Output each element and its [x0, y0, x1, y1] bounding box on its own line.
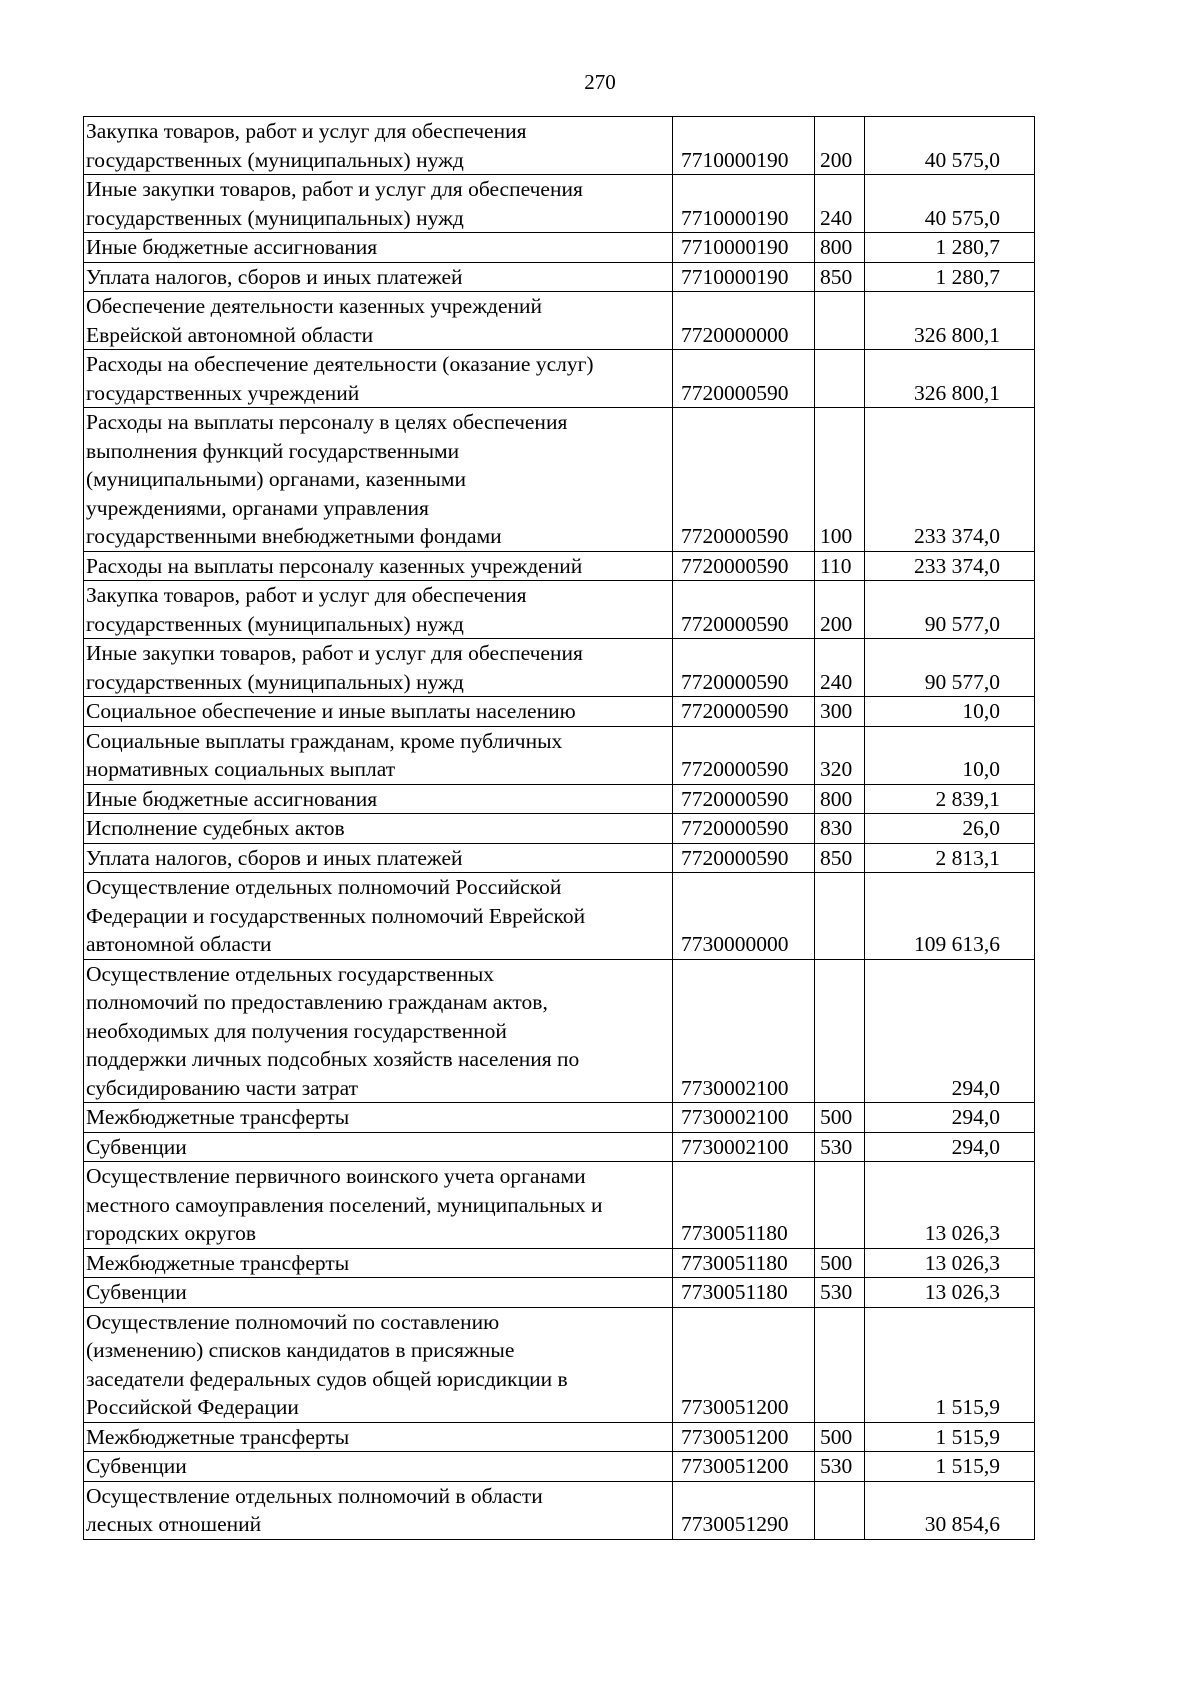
row-code-cell: 7730051180	[673, 1278, 815, 1308]
row-type-cell	[815, 873, 865, 960]
page-number: 270	[584, 70, 616, 94]
row-amount-cell: 1 280,7	[865, 233, 1035, 263]
row-amount-cell: 1 280,7	[865, 262, 1035, 292]
row-code-cell: 7710000190	[673, 262, 815, 292]
row-name-cell: Уплата налогов, сборов и иных платежей	[84, 262, 673, 292]
row-name-cell: Расходы на обеспечение деятельности (оказание услуг) государственных учреждений	[84, 350, 673, 408]
row-code-cell: 7720000590	[673, 784, 815, 814]
row-name-cell: Межбюджетные трансферты	[84, 1248, 673, 1278]
table-row	[84, 581, 1035, 639]
row-code-cell: 7720000590	[673, 408, 815, 552]
table-row	[84, 726, 1035, 784]
table-row	[84, 1162, 1035, 1249]
table-row	[84, 551, 1035, 581]
table-row	[84, 408, 1035, 552]
row-name-cell: Субвенции	[84, 1278, 673, 1308]
row-type-cell: 500	[815, 1248, 865, 1278]
row-name-cell: Осуществление отдельных полномочий Российской Федерации и государственных полномочий Еврейской автономной области	[84, 873, 673, 960]
row-type-cell: 530	[815, 1452, 865, 1482]
row-type-cell	[815, 1162, 865, 1249]
table-row	[84, 1481, 1035, 1539]
row-name-cell: Уплата налогов, сборов и иных платежей	[84, 843, 673, 873]
row-code-cell: 7730051200	[673, 1307, 815, 1422]
row-type-cell: 200	[815, 117, 865, 175]
row-name-cell: Иные бюджетные ассигнования	[84, 233, 673, 263]
row-type-cell: 850	[815, 843, 865, 873]
table-body	[84, 117, 1035, 1540]
row-amount-cell: 233 374,0	[865, 551, 1035, 581]
row-type-cell	[815, 350, 865, 408]
row-code-cell: 7730051290	[673, 1481, 815, 1539]
row-amount-cell: 326 800,1	[865, 292, 1035, 350]
row-code-cell: 7730051200	[673, 1452, 815, 1482]
table-row	[84, 784, 1035, 814]
table-row	[84, 350, 1035, 408]
row-code-cell: 7720000590	[673, 843, 815, 873]
row-name-cell: Иные закупки товаров, работ и услуг для обеспечения государственных (муниципальных) нужд	[84, 639, 673, 697]
table-row	[84, 814, 1035, 844]
row-amount-cell: 10,0	[865, 726, 1035, 784]
row-amount-cell: 2 813,1	[865, 843, 1035, 873]
row-code-cell: 7730002100	[673, 1103, 815, 1133]
row-amount-cell: 1 515,9	[865, 1452, 1035, 1482]
row-code-cell: 7710000190	[673, 117, 815, 175]
table-row	[84, 233, 1035, 263]
row-type-cell: 240	[815, 639, 865, 697]
row-amount-cell: 294,0	[865, 1132, 1035, 1162]
row-amount-cell: 294,0	[865, 1103, 1035, 1133]
row-code-cell: 7730000000	[673, 873, 815, 960]
budget-table	[83, 116, 1035, 1540]
row-name-cell: Осуществление отдельных полномочий в области лесных отношений	[84, 1481, 673, 1539]
row-type-cell: 240	[815, 175, 865, 233]
table-row	[84, 117, 1035, 175]
row-code-cell: 7720000590	[673, 639, 815, 697]
table-row	[84, 959, 1035, 1103]
table-row	[84, 175, 1035, 233]
row-amount-cell: 1 515,9	[865, 1307, 1035, 1422]
row-name-cell: Исполнение судебных актов	[84, 814, 673, 844]
row-code-cell: 7730051200	[673, 1422, 815, 1452]
row-code-cell: 7720000590	[673, 350, 815, 408]
row-type-cell: 100	[815, 408, 865, 552]
row-amount-cell: 109 613,6	[865, 873, 1035, 960]
row-amount-cell: 1 515,9	[865, 1422, 1035, 1452]
row-code-cell: 7710000190	[673, 175, 815, 233]
row-name-cell: Иные бюджетные ассигнования	[84, 784, 673, 814]
row-type-cell: 530	[815, 1132, 865, 1162]
row-code-cell: 7710000190	[673, 233, 815, 263]
row-amount-cell: 90 577,0	[865, 581, 1035, 639]
table-row	[84, 1452, 1035, 1482]
row-amount-cell: 40 575,0	[865, 117, 1035, 175]
row-type-cell: 110	[815, 551, 865, 581]
row-amount-cell: 233 374,0	[865, 408, 1035, 552]
table-row	[84, 843, 1035, 873]
row-type-cell: 850	[815, 262, 865, 292]
row-type-cell: 800	[815, 784, 865, 814]
row-type-cell: 830	[815, 814, 865, 844]
table-row	[84, 873, 1035, 960]
row-name-cell: Осуществление полномочий по составлению (изменению) списков кандидатов в присяжные заседатели федеральных судов общей юрисдикции в Российской Федерации	[84, 1307, 673, 1422]
table-row	[84, 1422, 1035, 1452]
row-code-cell: 7730051180	[673, 1248, 815, 1278]
row-name-cell: Иные закупки товаров, работ и услуг для обеспечения государственных (муниципальных) нужд	[84, 175, 673, 233]
row-type-cell: 530	[815, 1278, 865, 1308]
row-code-cell: 7720000590	[673, 551, 815, 581]
row-type-cell: 200	[815, 581, 865, 639]
row-type-cell: 500	[815, 1103, 865, 1133]
row-name-cell: Межбюджетные трансферты	[84, 1103, 673, 1133]
row-amount-cell: 326 800,1	[865, 350, 1035, 408]
row-amount-cell: 26,0	[865, 814, 1035, 844]
row-code-cell: 7730002100	[673, 959, 815, 1103]
row-type-cell: 500	[815, 1422, 865, 1452]
table-row	[84, 639, 1035, 697]
row-type-cell	[815, 1307, 865, 1422]
table-row	[84, 1248, 1035, 1278]
row-code-cell: 7720000000	[673, 292, 815, 350]
row-type-cell	[815, 1481, 865, 1539]
row-amount-cell: 10,0	[865, 697, 1035, 727]
row-code-cell: 7720000590	[673, 814, 815, 844]
row-type-cell	[815, 959, 865, 1103]
row-name-cell: Социальное обеспечение и иные выплаты населению	[84, 697, 673, 727]
table-row	[84, 1132, 1035, 1162]
row-name-cell: Субвенции	[84, 1452, 673, 1482]
row-code-cell: 7720000590	[673, 697, 815, 727]
row-name-cell: Закупка товаров, работ и услуг для обеспечения государственных (муниципальных) нужд	[84, 581, 673, 639]
row-amount-cell: 40 575,0	[865, 175, 1035, 233]
table-row	[84, 292, 1035, 350]
row-type-cell	[815, 292, 865, 350]
row-amount-cell: 2 839,1	[865, 784, 1035, 814]
row-name-cell: Осуществление отдельных государственных полномочий по предоставлению гражданам актов, необходимых для получения государственной поддержки личных подсобных хозяйств населения по субсидированию части затрат	[84, 959, 673, 1103]
row-name-cell: Социальные выплаты гражданам, кроме публичных нормативных социальных выплат	[84, 726, 673, 784]
row-name-cell: Осуществление первичного воинского учета органами местного самоуправления поселений, муниципальных и городских округов	[84, 1162, 673, 1249]
row-name-cell: Субвенции	[84, 1132, 673, 1162]
row-amount-cell: 13 026,3	[865, 1248, 1035, 1278]
row-type-cell: 800	[815, 233, 865, 263]
row-amount-cell: 30 854,6	[865, 1481, 1035, 1539]
table-row	[84, 1103, 1035, 1133]
row-amount-cell: 13 026,3	[865, 1278, 1035, 1308]
row-amount-cell: 13 026,3	[865, 1162, 1035, 1249]
row-amount-cell: 294,0	[865, 959, 1035, 1103]
table-row	[84, 1307, 1035, 1422]
table-row	[84, 262, 1035, 292]
row-name-cell: Расходы на выплаты персоналу казенных учреждений	[84, 551, 673, 581]
table-row	[84, 1278, 1035, 1308]
table-row	[84, 697, 1035, 727]
row-type-cell: 300	[815, 697, 865, 727]
row-type-cell: 320	[815, 726, 865, 784]
row-amount-cell: 90 577,0	[865, 639, 1035, 697]
row-name-cell: Расходы на выплаты персоналу в целях обеспечения выполнения функций государственными (муниципальными) органами, казенными учреждениями, органами управления государственными внебюджетными фондами	[84, 408, 673, 552]
row-code-cell: 7730051180	[673, 1162, 815, 1249]
row-name-cell: Закупка товаров, работ и услуг для обеспечения государственных (муниципальных) нужд	[84, 117, 673, 175]
row-name-cell: Обеспечение деятельности казенных учреждений Еврейской автономной области	[84, 292, 673, 350]
row-code-cell: 7730002100	[673, 1132, 815, 1162]
row-code-cell: 7720000590	[673, 581, 815, 639]
row-name-cell: Межбюджетные трансферты	[84, 1422, 673, 1452]
row-code-cell: 7720000590	[673, 726, 815, 784]
